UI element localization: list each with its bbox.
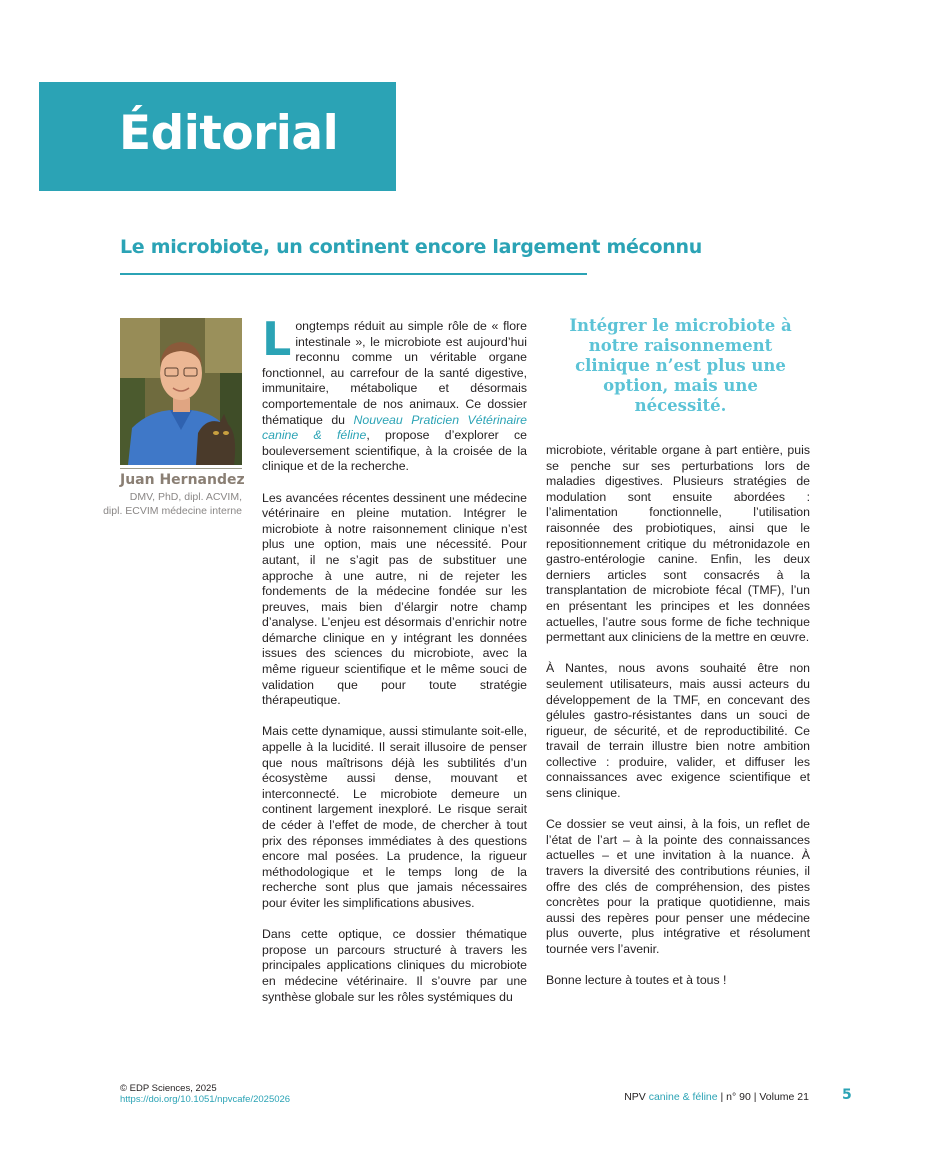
drop-cap: L xyxy=(262,312,292,366)
doi-link[interactable]: https://doi.org/10.1051/npvcafe/2025026 xyxy=(120,1094,291,1105)
paragraph-text: , propose d’explorer ce bouleversement scientifique, à la croisée de la clinique et de la recherche. xyxy=(262,428,528,474)
paragraph xyxy=(262,312,528,475)
photo-divider xyxy=(120,468,242,469)
journal-prefix: NPV xyxy=(624,1091,649,1103)
paragraph: microbiote, véritable organe à part entière, puis se penche sur ses perturbations lors de maladies digestives. Plusieurs stratégies de modulation sont ensuite abordées : l’alimentation fonctionnelle, l’utilisation raisonnée des probiotiques, ainsi que le repositionnement critique du métronidazole en gastro-entérologie canine. Enfin, les deux derniers articles sont consacrés à la transplantation de microbiote fécal (TMF), l’un en présentant les principes et les données actuelles, l’autre sous forme de fiche technique permettant aux cliniciens de la mettre en œuvre. xyxy=(546,443,810,645)
title-banner xyxy=(39,82,396,191)
paragraph: Ce dossier se veut ainsi, à la fois, un reflet de l’état de l’art – à la pointe des connaissances actuelles – et une invitation à la nuance. À travers la diversité des contributions réunies, il offre des clés de compréhension, des pistes concrètes pour la pratique quotidienne, mais aussi des repères pour penser une médecine plus ouverte, plus intégrative et résolument tournée vers l’avenir. xyxy=(546,817,810,956)
journal-info xyxy=(624,1091,809,1103)
copyright: © EDP Sciences, 2025 xyxy=(120,1083,217,1094)
page-number: 5 xyxy=(842,1087,852,1103)
journal-name: canine & féline xyxy=(648,1091,718,1103)
journal-issue: | n° 90 | Volume 21 xyxy=(717,1091,809,1103)
paragraph-text: ongtemps réduit au simple rôle de « flore intestinale », le microbiote est aujourd’hui reconnu comme un véritable organe fonctionnel, au carrefour de la santé digestive, immunitaire, métabolique et désormais comportementale de nos animaux. Ce dossier thématique du xyxy=(262,319,527,427)
paragraph: Les avancées récentes dessinent une médecine vétérinaire en pleine mutation. Intégrer le microbiote à notre raisonnement clinique n’est plus une option, mais une nécessité. Pour autant, il ne s’agit pas de substituer une approche à une autre, ni de rejeter les fondements de la médecine fondée sur les preuves, mais bien d’élargir notre champ d’analyse. L’enjeu est désormais d’enrichir notre démarche clinique en y intégrant les données issues des sciences du microbiote, avec la même rigueur scientifique et le même souci de validation que pour toute stratégie thérapeutique. xyxy=(262,490,527,708)
page-title: Éditorial xyxy=(119,106,339,161)
author-credentials: dipl. ECVIM médecine interne xyxy=(103,505,242,517)
paragraph: À Nantes, nous avons souhaité être non seulement utilisateurs, mais aussi acteurs du développement de la TMF, en concevant des gélules gastro-résistantes dans un souci de rigueur, de sécurité, et de reproductibilité. Ce travail de terrain illustre bien notre ambition collective : produire, valider, et diffuser les connaissances avec exigence scientifique et sens clinique. xyxy=(546,661,810,801)
text-column-right xyxy=(546,443,810,1004)
author-portrait-image xyxy=(120,318,242,465)
journal-title: Nouveau Praticien Vétérinaire canine & féline xyxy=(262,412,527,443)
paragraph: Mais cette dynamique, aussi stimulante soit-elle, appelle à la lucidité. Il serait illusoire de penser que nous maîtrisons déjà les subtilités d’un écosystème aussi dense, mouvant et interconnecté. Le microbiote demeure un continent largement inexploré. Le risque serait de céder à l’effet de mode, de chercher à tout prix des réponses immédiates à des questions encore mal posées. La prudence, la rigueur méthodologique et le temps long de la recherche sont plus que jamais nécessaires pour éviter les simplifications abusives. xyxy=(262,724,527,910)
text-column-left xyxy=(262,312,528,1021)
subtitle-divider xyxy=(120,273,587,275)
pull-quote: Intégrer le microbiote à notre raisonnement clinique n’est plus une option, mais une nécessité. xyxy=(569,316,792,415)
author-photo xyxy=(120,318,242,465)
paragraph: Dans cette optique, ce dossier thématique propose un parcours structuré à travers les principales applications cliniques du microbiote en médecine vétérinaire. Il s’ouvre par une synthèse globale sur les rôles systémiques du xyxy=(262,927,527,1004)
article-subtitle: Le microbiote, un continent encore largement méconnu xyxy=(120,236,702,258)
author-name: Juan Hernandez xyxy=(120,472,245,488)
paragraph: Bonne lecture à toutes et à tous ! xyxy=(546,973,727,988)
author-credentials: DMV, PhD, dipl. ACVIM, xyxy=(129,491,242,503)
